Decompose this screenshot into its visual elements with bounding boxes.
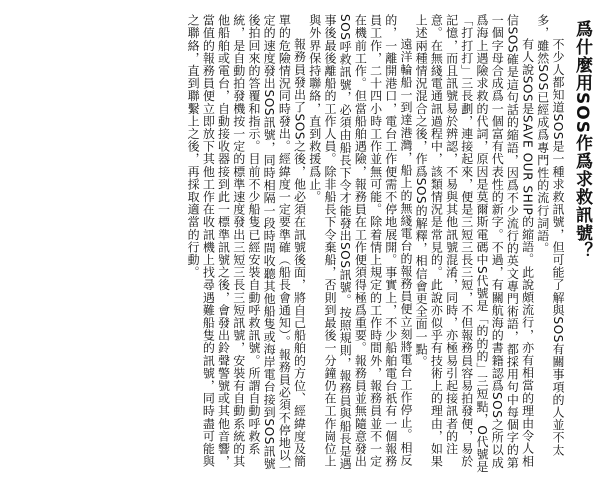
paragraph-4: 報務員發出了SOS之後，他必須在訊號後面，將自己船舶的方位、經緯度及簡單的危險情況同時發出。經緯度一定要準確（船長會通知）。報務員必須不停地以一定的速度發出SOS訊號，同時相隔一段時間收聽其他船隻或海岸電台接到SOS訊號後拍回來的答覆和指示。目前不少船隻已經安裝自動呼救訊號。所謂自動呼救系統，是自動拍發機按一定的標準速度發出三短三長三短訊號，安裝有自動系統的其他船舶或電台，自動接收器接到此一標準訊號之後，會發出鈴聲警號或其他音響，當值的報務員便立即放下其他工作在收訊機上找尋遇難船隻的訊號，同時盡可能與之聯絡，直到聯繫上之後，再採取適當的行動。 [186, 14, 307, 475]
paragraph-3: 遠洋輪船一到達港灣，船上的無綫電台的報務員便立刻將電台工作停止。相反的，一離開港口，電台工作便需不停地展開。事實上，不少船舶電台祇有一個報務員工作，二十四小時工作並無可能。除着情上規定的工作時間外，報務員並不一定在機前工作。但當船舶遇險，報務員在工作便須得極爲重要。報務員並無隨意發出SOS呼救訊號，必須由船長下令才能發出SOS訊號。按照規則，報務員與船長是遇事後最後離船的工作人員。除非船長下令棄船，否則到最後一分鐘仍在工作崗位上與外界保持聯絡，直到救援爲止。 [307, 14, 413, 471]
paragraph-1: 不少人都知道SOS是一種求救訊號，但可能了解與SOS有關事項的人並不太多，雖然SOS已經成爲專門性的流行詞語。 [535, 14, 565, 457]
paragraph-2: 有人說SOS是SAVE OUR SHIP的縮語。此說頗流行，亦有相當的理由令人相信SOS確是這句話的縮語，因爲不少流行的英文專門術語，都採用句中每個字的第一個字母合成爲一個富有代表性的新字。不過，有關航海的書籍認爲SOS之所以成爲海上遇險求救的代詞，原因是莫爾斯電碼中S代號是「的的的」三短點，O代號是「打打打」三長劃，連接起來，便是三短三長三短，不但報務員容易拍發便，易於記憶，而且訊號易於辨認，不易與其他訊號混淆，同時，亦極易引起接訊者的注意。在無綫電通訊過程中，該類情況是常見的。此說亦似乎有技術上的理由，如果上述兩種情況混合之後，作爲SOS的解釋，相信會更全面一點。 [414, 14, 535, 474]
article-body [185, 14, 565, 476]
article-title: 爲什麼用SOS作爲求救訊號？ [572, 20, 592, 260]
